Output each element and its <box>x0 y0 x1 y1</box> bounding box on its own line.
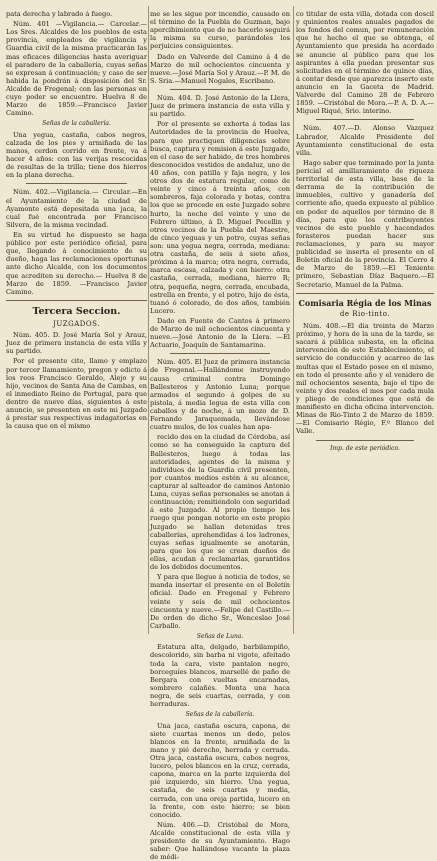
paragraph: pata derecha y labrado á fuego. <box>6 10 113 18</box>
paragraph: Por el presente se exhorta á todas las Autoridades de la provincia de Huelva, para que practiquen diligencias sobre busca, captura y remision á este Juzgado, en el caso de ser habido, de tres hombres desconocidos vestidos de andaluz, uno de 40 años, con patilla y faja negra, y los otros dos de estatura regular, como de veinte y cinco á treinta años, con sombreros, faja colorada y botas, contra los que se procede en este Juzgado sobre hurto, la noche del veinte y uno de Febrero último, á D. Miguel Pecellin y otros vecinos de la Puebla del Maestre, de cinco yeguas y un potro, cuyas señas son: una yegua negra, cerrada, mediana: otra castaña, de seis á siete años, próxima á la marca; otra negra, cerrada, marca escasa, calzada y con hierro: otra castaña, cerrada, mediana, hierro R; otra, pequeña, negra, cerrada, encubada, estrella en frente, y el potro, hijo de ésta, tuanó ó colorado, de dos años, también Lucero. <box>150 120 290 315</box>
imprint: Imp. de este periódico. <box>330 444 400 452</box>
divider <box>26 183 127 184</box>
paragraph: Núm. 406.—D. Cristóbal de Mora, Alcalde constitucional de esta villa y presidente de su Ayuntamiento. Hago saber: Que hallándose vacante la plaza de médi- <box>150 820 290 861</box>
paragraph: Dado en Fuente de Cantos á primero de Marzo de mil ochocientos cincuenta y nueve.—José Antonio de la Llera. —El Actuario, Joaquín de Santamarina. <box>150 316 290 350</box>
paragraph: Por el presente cito, llamo y emplazo por tercer llamamiento, pregon y edicto á los reos Francisco Geraldo, Alejo y su hijo, vecinos de Santa Ana de Cambas, en el inmediato Reino de Portugal, para que dentro de nueve días, siguientes á este anuncio, se presenten en este mi Juzgado á prestar sus respectivas indagatorias en la causa que en el mismo <box>6 357 147 431</box>
section-heading: Comisaria Régia de los Minas <box>298 297 432 308</box>
notice-408: Núm. 408.—El dia treinta de Marzo próximo, y hora de la una de la tarde, se sacará á pública subasta, en la oficina intervención de este Establecimiento, el servicio de conducción y acarreo de las multas que el Estado posee en el mismo, en todo el presente año y el venidero de mil ochocientos sesenta, bajo el tipo de veinte y dos reales el mes por cada mula y pliego de condiciones que está de manifiesto en dicha oficina intervencion. Minas de Rio-Tinto 2 de Marzo de 1859. —El Comisario Régio, F.º Blanco del Valle. <box>296 322 434 436</box>
notice-401: Núm. 401 —Vigilancia.— Carcelar.—Los Sres. Alcaldes de los pueblos de esta provincia, empleados de vigilancia y Guardia civil de la misma practicarán las mas eficaces diligencias hasta averiguar el paradero de la caballería, cuyas señas se expresan á continuación; y caso de ser habida la pondrán á disposición del Sr. Alcalde de Fregenal; con las personas en cuyo poder se encuentre. Huelva 8 de Marzo de 1859.—Francisco Javier Camino. <box>6 20 147 118</box>
paragraph: recido dos en la ciudad de Córdoba, así como se ha conseguido la captura del Ballesteros, luego á todas las autoridades, agentes de la misma y individuos de la Guardia civil presenten, por cuantos medios estén á su alcance, capturar al salteador de caminos Antonio Luna, cuyas señas personales se anotan á continuación; remitiéndolo con seguridad á este Juzgado. Al propio tiempo les ruego que pongan notorio en este propio Juzgado se hallan detenidas tres caballerías, aprehendidas á los ladrones, cuyas señas igualmente se anotarán, para que los que se crean dueños de ellas, acudan á reclamarlas, garantidos de los debidos documentos. <box>150 433 290 572</box>
section-subheading: JUZGADOS. <box>53 319 100 328</box>
notice-404: Núm. 404. D. José Antonio de la Llera, Juez de primera instancia de esta villa y su partido. <box>150 93 290 119</box>
divider <box>170 89 270 90</box>
column-1 <box>6 10 147 634</box>
paragraph: Una jaca, castaña oscura, capona, de siete cuartas menos un dedo, pelos blancos en la frente, armiñada de la mano y pié derecho, herrada y cerrada. Otra jaca, castaña oscura, cabos negros, lucero, pelos blancos en la cruz, cerrada, capona, marca en la parte izquierda del pié izquierdo, sin hierro. Una yegua, castaña, de seis cuartas y media, cerrada, con una oreja partida, lucero en la frente, con este hierro; se bien conocido. <box>150 721 290 819</box>
divider <box>6 300 147 301</box>
column-3 <box>296 10 434 634</box>
paragraph: Una yegua, castaña, cabos negros, calzada de los pies y armiñada de las manos, cerdon corrido en frente, va á hacer 4 años: con las verijas rescocidas de resultas de la trilla; tiene dos hierros en la plana derecha. <box>6 130 147 180</box>
column-rule <box>293 6 294 634</box>
notice-402: Núm. 402.—Vigilancia.— Circular.—En el Ayuntamiento de la ciudad de Ayamonte está depositada una jaca, la cual fué encontrada por Francisco Silvera, de la misma vecindad. <box>6 188 147 229</box>
paragraph: me se les sigue por incendio, causado en el término de la Puebla de Guzman, bajo apercibimiento que de no hacerlo seguirá la misma su curso, parándoles los perjuicios consiguientes. <box>150 10 290 51</box>
notice-subheading: Señas de la caballería. <box>185 711 255 719</box>
notice-405b: Núm. 405. El Juez de primera instancia de Fregenal.—Hallándome instruyendo causa criminal contra Domingo Ballesteros y Antonio Luna; porque armados el segundo á golpes de su pistola, á media legua de esta villa con caballos y de noche, á un mozo de D. Fernando Jaraquemada, llevándose cuatro mulos, de los cuales han apa- <box>150 358 290 432</box>
section-subheading: de Rio-tinto. <box>339 310 391 319</box>
divider <box>316 119 414 120</box>
column-2 <box>150 10 290 861</box>
paragraph: En su virtud he dispuesto se haga público por este periódico oficial, para que, llegando á conocimiento de su dueño, haga las reclamaciones oportunas ante dicho Alcalde, con los documentos que acrediten su derecho.— Huelva 8 de Marzo de 1859. —Francisco Javier Camino. <box>6 231 147 296</box>
paragraph: Dado en Valverde del Camino á 4 de Marzo de mil ochocientos cincuenta y nueve.—José María Sol y Arauz.—P. M. de S. Sria.—Manuel Nogales, Escribano. <box>150 52 290 85</box>
column-rule <box>148 6 149 634</box>
notice-405: Núm. 405. D. José María Sol y Arauz, Juez de primera instancia de esta villa y su partido. <box>6 331 147 356</box>
divider <box>316 440 414 441</box>
paragraph: co titular de esta villa, dotada con doscil y quinientos reales anuales pagados de los fondos del comun, por remuneración que he hecho el que se obtenga, el Ayuntamiento que presida ha acordado se anuncie al público para que los aspirantes á ella puedan presentar sus solicitudes en el término de quince días, á contar desde que aparezca inserto este anuncio en la Gaceta de Madrid. Valverde del Camino 28 de Febrero 1859. —Cristóbal de Mora.—P. A. D. A.—Miguel Riqué, Srio. interino. <box>296 10 434 116</box>
notice-subheading: Señas de Luna. <box>196 632 244 640</box>
divider <box>170 353 270 354</box>
divider <box>296 293 434 294</box>
paragraph: Hago saber que terminado por la junta pericial el amillaramiento de riqueza territorial de esta villa, base de la derrama de la contribución de inmuebles, cultivo y ganadería del corriente año, queda expuesto al público en poder de aquellos por término de 8 días, para que los contribuyentes vecinos de este pueblo y hacendados forasteros puedan hacer sus reclamaciones, y para su mayor publicidad se inserta el presente en el Boletín oficial de la provincia. El Cerro 4 de Marzo de 1859.—El Teniente primero, Sebastian Díaz Baquero.—El Secretario, Manuel de la Palma. <box>296 158 434 289</box>
notice-subheading: Señas de la caballería. <box>42 120 111 128</box>
paragraph: Y para que llegue á noticia de todos, se manda insertar el presente en el Boletín oficial. Dado en Fregenal y Febrero veinte y seis de mil ochocientos cincuenta y nueve.—Felipe del Castillo.—De orden de dicho Sr., Wenceslao José Carballo. <box>150 573 290 630</box>
notice-407: Núm. 407.—D. Alonso Vazquez Labrador, Alcalde Presidente del Ayuntamiento constitucional de esta villa. <box>296 124 434 157</box>
section-heading: Tercera Seccion. <box>32 305 121 317</box>
paragraph: Estatura alta, delgado, barbilampiño, descolorido, sin barba ni vigote, afeitado toda la cara, viste pantalon negro, borceguíes blancos, marsellé de paño de Bergara con vueltas encarnadas, sombrero calañés. Monta una haca negra, de seis cuartas, cerrada, y con herraduras. <box>150 643 290 709</box>
